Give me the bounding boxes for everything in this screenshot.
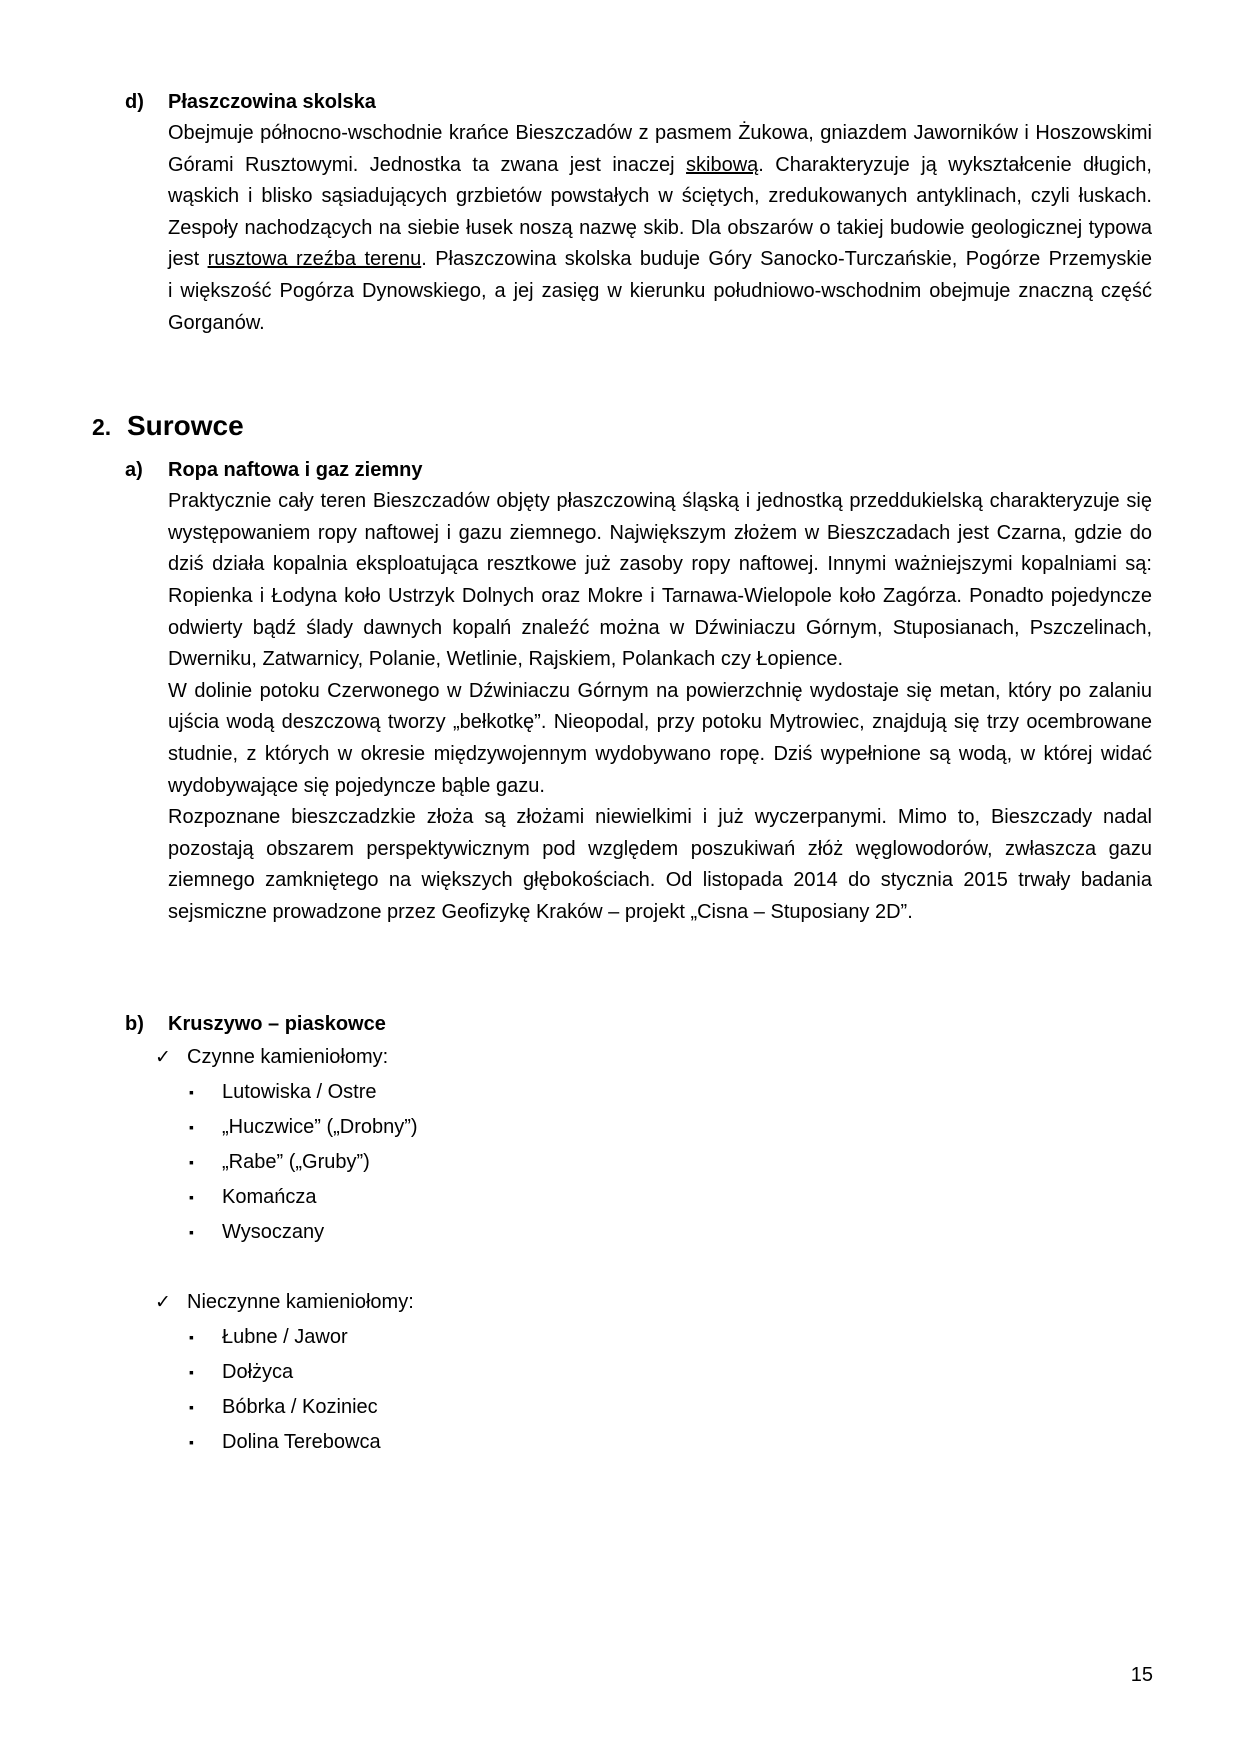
list-item xyxy=(189,1425,1152,1460)
list-item-label: „Huczwice” („Drobny”) xyxy=(222,1116,418,1139)
square-bullet-icon: ▪ xyxy=(189,1364,194,1381)
check-icon: ✓ xyxy=(155,1292,171,1314)
paragraph-segment: Obejmuje północno-wschodnie krańce Bieszczadów z pasmem Żukowa, gniazdem Jaworników i Hoszowskimi Górami Rusztowymi. Jednostka ta zwana jest inaczej xyxy=(168,122,1152,176)
square-bullet-icon: ▪ xyxy=(189,1189,194,1206)
list-item xyxy=(189,1390,1152,1425)
list-item xyxy=(189,1145,1152,1180)
section-heading-b xyxy=(125,1008,1152,1040)
chapter-heading xyxy=(92,409,1152,444)
paragraph-segment: . Płaszczowina skolska buduje Góry Sanocko-Turczańskie, Pogórze Przemyskie i większość Pogórza Dynowskiego, a jej zasięg w kierunku południowo-wschodnim obejmuje znaczną część Gorganów. xyxy=(168,248,1152,334)
chapter-number: 2. xyxy=(92,414,112,441)
square-bullet-icon: ▪ xyxy=(189,1224,194,1241)
page-number: 15 xyxy=(1130,1664,1153,1686)
square-bullet-icon: ▪ xyxy=(189,1084,194,1101)
square-bullet-icon: ▪ xyxy=(189,1399,194,1416)
section-marker-b: b) xyxy=(125,1013,144,1036)
check-list-label: Czynne kamieniołomy: xyxy=(187,1046,389,1069)
section-marker-a: a) xyxy=(125,459,143,482)
list-item-label: Bóbrka / Koziniec xyxy=(222,1396,378,1419)
section-title-a: Ropa naftowa i gaz ziemny xyxy=(168,459,423,482)
section-heading-a xyxy=(125,454,1152,486)
square-bullet-icon: ▪ xyxy=(189,1119,194,1136)
list-item-label: Dołżyca xyxy=(222,1361,294,1384)
paragraph-segment: . Charakteryzuje ją wykształcenie długich, wąskich i blisko sąsiadujących grzbietów powstałych w ściętych, zredukowanych antyklinach, czyli łuskach. Zespoły nachodzących na siebie łusek noszą nazwę skib. Dla obszarów o takiej budowie geologicznej typowa jest xyxy=(168,153,1152,271)
list-item xyxy=(189,1355,1152,1390)
list-item xyxy=(189,1320,1152,1355)
list-item-label: Wysoczany xyxy=(222,1221,325,1244)
chapter-title: Surowce xyxy=(127,410,244,442)
square-bullet-icon: ▪ xyxy=(189,1434,194,1451)
list-item-label: Łubne / Jawor xyxy=(222,1326,348,1349)
list-item-label: Dolina Terebowca xyxy=(222,1431,381,1454)
quarry-group-inactive xyxy=(0,1285,1241,1460)
list-item-label: Komańcza xyxy=(222,1186,317,1209)
paragraph-ropa-2: W dolinie potoku Czerwonego w Dźwiniaczu Górnym na powierzchnię wydostaje się metan, który po zalaniu ujścia wodą deszczową tworzy „bełkotkę”. Nieopodal, przy potoku Mytrowiec, znajdują się trzy ocembrowane studnie, z których w okresie międzywojennym wydobywano ropę. Dziś wypełnione są wodą, w której widać wydobywające się pojedyncze bąble gazu. xyxy=(168,679,1152,797)
check-list-label: Nieczynne kamieniołomy: xyxy=(187,1291,414,1314)
square-bullet-icon: ▪ xyxy=(189,1329,194,1346)
section-marker-d: d) xyxy=(125,91,144,113)
section-title-b: Kruszywo – piaskowce xyxy=(168,1013,386,1036)
underlined-term-rusztowa: rusztowa rzeźba terenu xyxy=(207,248,422,271)
list-item-label: Lutowiska / Ostre xyxy=(222,1081,377,1104)
quarry-group-active xyxy=(0,1040,1241,1250)
check-list-heading xyxy=(155,1040,1152,1075)
paragraph-ropa-3: Rozpoznane bieszczadzkie złoża są złożami niewielkimi i już wyczerpanymi. Mimo to, Bieszczady nadal pozostają obszarem perspektywicznym pod względem poszukiwań złóż węglowodorów, zwłaszcza gazu ziemnego zamkniętego na większych głębokościach. Od listopada 2014 do stycznia 2015 trwały badania sejsmiczne prowadzone przez Geofizykę Kraków – projekt „Cisna – Stuposiany 2D”. xyxy=(168,806,1152,923)
list-item-label: „Rabe” („Gruby”) xyxy=(222,1151,370,1174)
square-bullet-icon: ▪ xyxy=(189,1154,194,1171)
section-heading-d xyxy=(125,86,1152,118)
list-item xyxy=(189,1075,1152,1110)
list-item xyxy=(189,1110,1152,1145)
section-title-d: Płaszczowina skolska xyxy=(168,91,376,113)
paragraph-skolska xyxy=(168,118,1152,339)
list-item xyxy=(189,1215,1152,1250)
paragraph-ropa-1: Praktycznie cały teren Bieszczadów objęty płaszczowiną śląską i jednostką przeddukielską charakteryzuje się występowaniem ropy naftowej i gazu ziemnego. Największym złożem w Bieszczadach jest Czarna, gdzie do dziś działa kopalnia eksploatująca resztkowe już zasoby ropy naftowej. Innymi ważniejszymi kopalniami są: Ropienka i Łodyna koło Ustrzyk Dolnych oraz Mokre i Tarnawa-Wielopole koło Zagórza. Ponadto pojedyncze odwierty bądź ślady dawnych kopalń znaleźć można w Dźwiniaczu Górnym, Stuposianach, Pszczelinach, Dwerniku, Zatwarnicy, Polanie, Wetlinie, Rajskiem, Polankach czy Łopience. xyxy=(168,490,1152,671)
check-list-heading xyxy=(155,1285,1152,1320)
list-item xyxy=(189,1180,1152,1215)
check-icon: ✓ xyxy=(155,1047,171,1069)
underlined-term-skibowa: skibową xyxy=(686,153,759,176)
